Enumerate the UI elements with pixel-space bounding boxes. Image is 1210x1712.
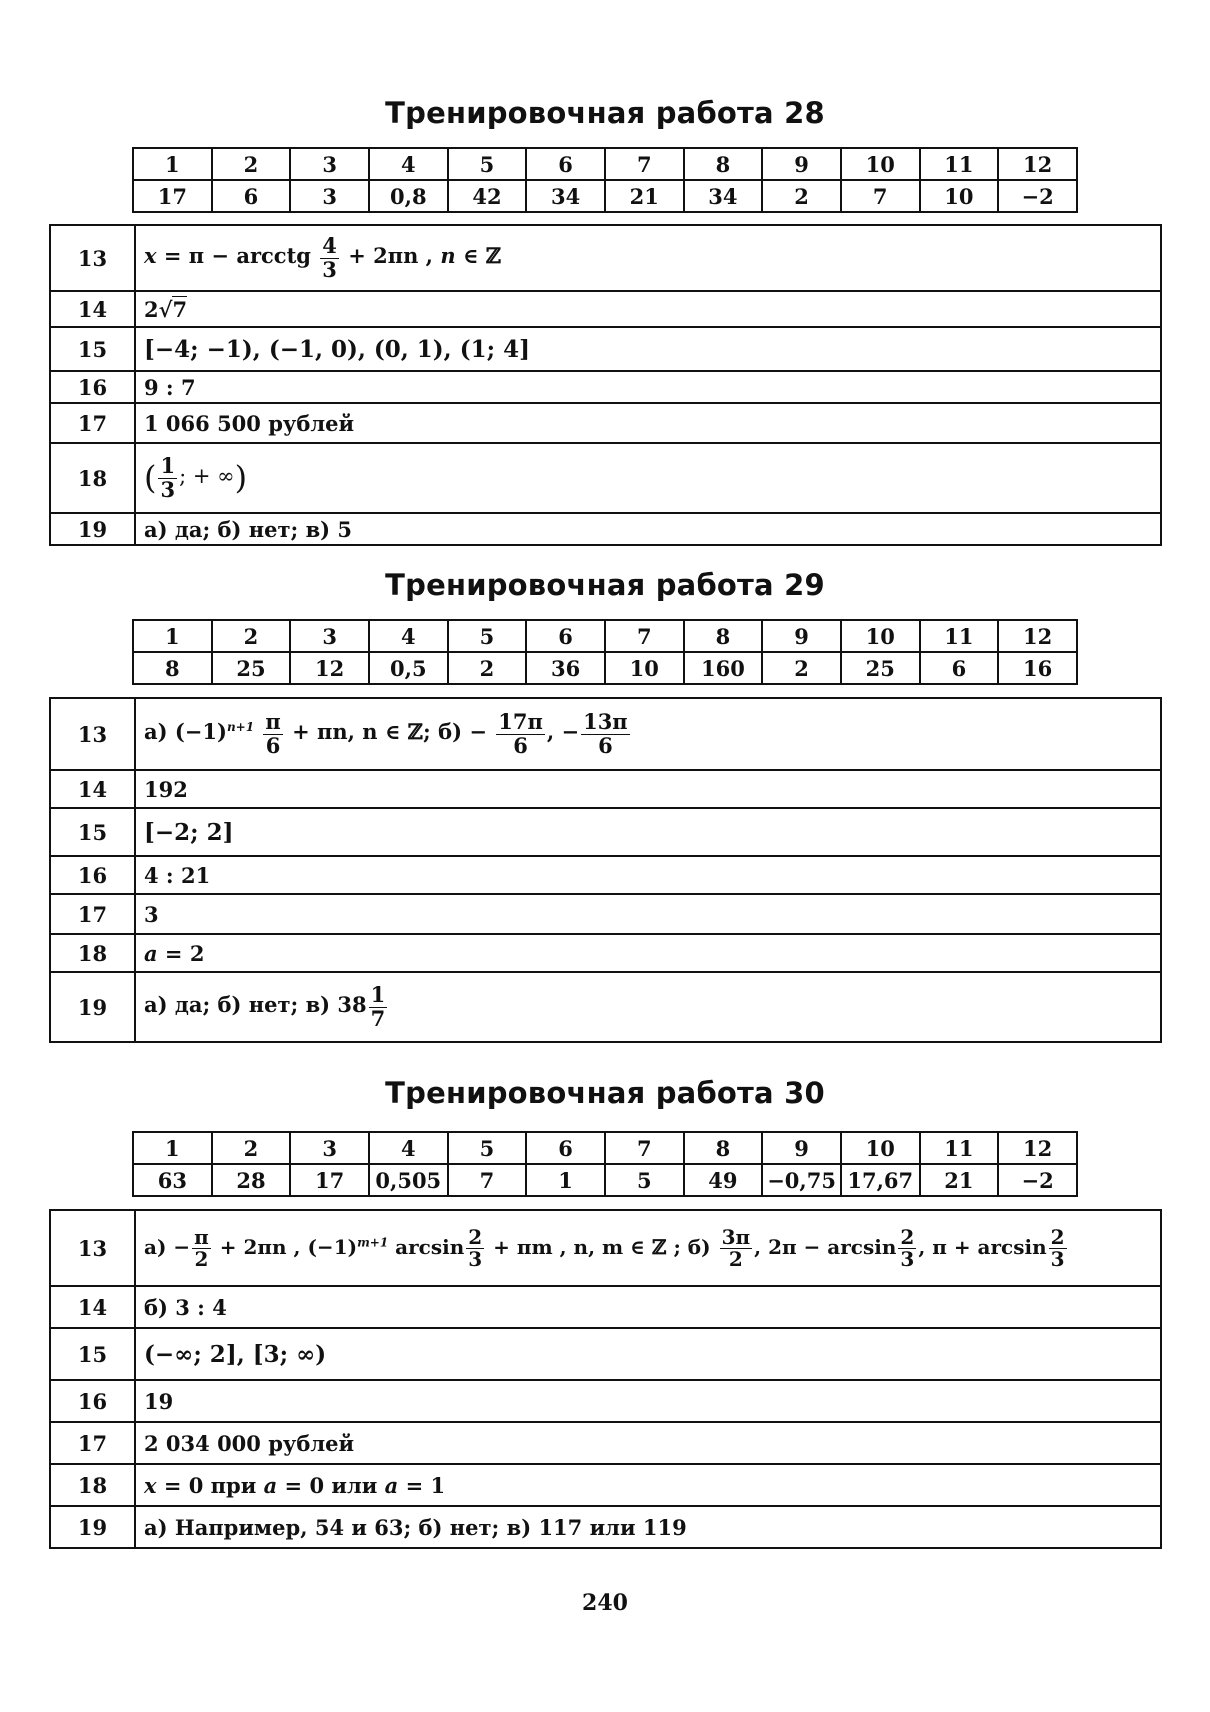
numerator: 4	[322, 233, 337, 259]
task-number: 18	[50, 1464, 135, 1506]
fraction	[720, 1224, 753, 1271]
fraction	[263, 711, 282, 756]
math-text: + πm , n, m ∈ ℤ ; б)	[493, 1234, 711, 1259]
short-answer-row	[133, 652, 1077, 684]
short-answer: 63	[133, 1164, 212, 1196]
short-answer: 12	[290, 652, 369, 684]
section-title-30: Тренировочная работа 30	[385, 1076, 825, 1110]
task-number: 15	[50, 808, 135, 856]
answer-15: [−4; −1), (−1, 0), (0, 1), (1; 4]	[135, 327, 1161, 371]
denominator: 6	[598, 732, 613, 758]
short-answer: 160	[684, 652, 763, 684]
table-row	[50, 934, 1161, 972]
task-number: 8	[684, 620, 763, 652]
table-row	[50, 371, 1161, 403]
short-answer: 28	[212, 1164, 291, 1196]
numerator: 2	[1050, 1224, 1065, 1249]
table-row	[50, 225, 1161, 291]
short-answer-row	[133, 180, 1077, 212]
fraction	[898, 1224, 916, 1271]
task-number: 5	[448, 148, 527, 180]
math-var: a	[263, 1472, 278, 1498]
answer-19	[135, 972, 1161, 1042]
task-number: 7	[605, 620, 684, 652]
denominator: 7	[370, 1005, 386, 1031]
answer-17: 1 066 500 рублей	[135, 403, 1161, 443]
denominator: 3	[1050, 1246, 1065, 1271]
numerator: 2	[468, 1224, 483, 1249]
task-number: 8	[684, 148, 763, 180]
task-number: 14	[50, 291, 135, 327]
answer-14: 192	[135, 770, 1161, 808]
task-number: 18	[50, 934, 135, 972]
answer-13	[135, 1210, 1161, 1286]
table-row	[50, 1210, 1161, 1286]
table-row	[50, 1422, 1161, 1464]
task-number-row	[133, 1132, 1077, 1164]
fraction	[192, 1224, 211, 1271]
short-answer: 2	[448, 652, 527, 684]
task-number-row	[133, 148, 1077, 180]
table-row	[50, 770, 1161, 808]
math-text: = 1	[405, 1472, 446, 1498]
task-number: 11	[920, 620, 999, 652]
short-answer: 25	[212, 652, 291, 684]
short-answer: 10	[920, 180, 999, 212]
math-text: arcsin	[395, 1234, 465, 1259]
answer-19: а) Например, 54 и 63; б) нет; в) 117 или 119	[135, 1506, 1161, 1548]
fraction	[320, 235, 339, 280]
fraction	[466, 1224, 484, 1271]
fraction	[496, 711, 545, 756]
denominator: 3	[468, 1246, 483, 1271]
task-number: 14	[50, 1286, 135, 1328]
answer-16: 19	[135, 1380, 1161, 1422]
task-number: 12	[998, 148, 1077, 180]
short-answer: 17	[290, 1164, 369, 1196]
answer-16: 4 : 21	[135, 856, 1161, 894]
answer-17: 3	[135, 894, 1161, 934]
task-number: 17	[50, 1422, 135, 1464]
task-number: 19	[50, 972, 135, 1042]
answer-16: 9 : 7	[135, 371, 1161, 403]
answer-14	[135, 291, 1161, 327]
task-number: 3	[290, 620, 369, 652]
sqrt-sign: √	[158, 296, 173, 322]
denominator: 6	[265, 732, 281, 758]
table-row	[50, 698, 1161, 770]
short-answer: 0,505	[369, 1164, 448, 1196]
task-number: 7	[605, 148, 684, 180]
math-text: , π + arcsin	[918, 1234, 1047, 1259]
short-answer: 17	[133, 180, 212, 212]
task-number: 12	[998, 1132, 1077, 1164]
math-text: + πn, n ∈ ℤ; б) −	[292, 719, 487, 745]
table-row	[50, 1380, 1161, 1422]
short-answer: 7	[841, 180, 920, 212]
short-answers-table-29	[132, 619, 1078, 685]
task-number: 3	[290, 1132, 369, 1164]
table-row	[50, 443, 1161, 513]
radicand: 7	[172, 296, 188, 322]
task-number: 12	[998, 620, 1077, 652]
task-number: 11	[920, 1132, 999, 1164]
task-number: 4	[369, 148, 448, 180]
task-number: 16	[50, 371, 135, 403]
math-text: = 2	[164, 940, 205, 966]
short-answer: 49	[684, 1164, 763, 1196]
math-var: a	[144, 940, 158, 966]
math-text: 2	[144, 296, 159, 322]
short-answer: 16	[998, 652, 1077, 684]
table-row	[50, 856, 1161, 894]
math-text: ; + ∞	[179, 464, 235, 489]
task-number: 11	[920, 148, 999, 180]
answer-13	[135, 698, 1161, 770]
math-var: n	[440, 243, 456, 269]
short-answers-table-28	[132, 147, 1078, 213]
task-number: 10	[841, 620, 920, 652]
task-number: 14	[50, 770, 135, 808]
table-row	[50, 1328, 1161, 1380]
short-answer: 7	[448, 1164, 527, 1196]
numerator: 1	[160, 453, 176, 479]
math-text: + 2πn , (−1)	[219, 1234, 358, 1259]
task-number: 17	[50, 403, 135, 443]
task-number: 6	[526, 1132, 605, 1164]
answer-15: (−∞; 2], [3; ∞)	[135, 1328, 1161, 1380]
task-number: 9	[762, 148, 841, 180]
short-answer: 10	[605, 652, 684, 684]
long-answers-table-29	[49, 697, 1162, 1043]
math-text: = 0 или	[284, 1472, 378, 1498]
short-answer: 34	[526, 180, 605, 212]
table-row	[50, 1464, 1161, 1506]
numerator: 3π	[721, 1224, 751, 1249]
paren-open: (	[144, 459, 157, 497]
fraction	[369, 984, 388, 1029]
section-title-29: Тренировочная работа 29	[385, 568, 825, 602]
task-number: 2	[212, 148, 291, 180]
table-row	[50, 291, 1161, 327]
section-title-28: Тренировочная работа 28	[385, 96, 825, 130]
short-answer: 21	[605, 180, 684, 212]
answer-15: [−2; 2]	[135, 808, 1161, 856]
task-number: 5	[448, 620, 527, 652]
math-text: , −	[546, 719, 580, 745]
denominator: 2	[194, 1246, 209, 1271]
fraction	[1049, 1224, 1067, 1271]
short-answer: −0,75	[762, 1164, 841, 1196]
short-answer: 42	[448, 180, 527, 212]
task-number: 13	[50, 698, 135, 770]
short-answer: 8	[133, 652, 212, 684]
task-number: 1	[133, 620, 212, 652]
denominator: 3	[900, 1246, 915, 1271]
task-number: 6	[526, 148, 605, 180]
task-number-row	[133, 620, 1077, 652]
answer-18	[135, 443, 1161, 513]
long-answers-table-30	[49, 1209, 1162, 1549]
short-answer: 25	[841, 652, 920, 684]
math-text: + 2πn ,	[348, 243, 433, 269]
page-number: 240	[582, 1590, 628, 1616]
task-number: 16	[50, 1380, 135, 1422]
task-number: 7	[605, 1132, 684, 1164]
answer-13	[135, 225, 1161, 291]
table-row	[50, 1286, 1161, 1328]
task-number: 1	[133, 148, 212, 180]
fraction	[581, 711, 630, 756]
denominator: 6	[513, 732, 528, 758]
task-number: 3	[290, 148, 369, 180]
long-answers-table-28	[49, 224, 1162, 546]
task-number: 16	[50, 856, 135, 894]
table-row	[50, 1506, 1161, 1548]
short-answer: 6	[920, 652, 999, 684]
table-row	[50, 808, 1161, 856]
math-text: ∈ ℤ	[462, 243, 502, 269]
task-number: 15	[50, 327, 135, 371]
numerator: 13π	[583, 709, 628, 735]
task-number: 17	[50, 894, 135, 934]
math-exponent: n+1	[226, 720, 255, 735]
task-number: 4	[369, 1132, 448, 1164]
task-number: 19	[50, 513, 135, 545]
task-number: 15	[50, 1328, 135, 1380]
task-number: 10	[841, 148, 920, 180]
table-row	[50, 972, 1161, 1042]
denominator: 2	[728, 1246, 743, 1271]
math-var: x	[144, 1472, 157, 1498]
math-var: x	[144, 243, 157, 269]
paren-close: )	[234, 459, 248, 497]
numerator: π	[265, 709, 281, 735]
math-text: = π − arcctg	[163, 243, 311, 269]
denominator: 3	[322, 256, 337, 282]
math-text: = 0 при	[163, 1472, 257, 1498]
math-text: а) да; б) нет; в) 38	[144, 992, 367, 1018]
task-number: 13	[50, 225, 135, 291]
short-answer: 36	[526, 652, 605, 684]
short-answer: 5	[605, 1164, 684, 1196]
short-answer: 0,8	[369, 180, 448, 212]
task-number: 13	[50, 1210, 135, 1286]
task-number: 5	[448, 1132, 527, 1164]
short-answers-table-30	[132, 1131, 1078, 1197]
short-answer: 6	[212, 180, 291, 212]
numerator: 2	[900, 1224, 915, 1249]
numerator: π	[194, 1224, 209, 1249]
short-answer-row	[133, 1164, 1077, 1196]
task-number: 10	[841, 1132, 920, 1164]
answer-14: б) 3 : 4	[135, 1286, 1161, 1328]
table-row	[50, 403, 1161, 443]
short-answer: 34	[684, 180, 763, 212]
task-number: 9	[762, 620, 841, 652]
answer-18	[135, 1464, 1161, 1506]
short-answer: 0,5	[369, 652, 448, 684]
short-answer: 2	[762, 180, 841, 212]
fraction	[158, 455, 177, 500]
math-text: а) −	[144, 1234, 191, 1259]
short-answer: 21	[920, 1164, 999, 1196]
task-number: 8	[684, 1132, 763, 1164]
short-answer: 2	[762, 652, 841, 684]
table-row	[50, 327, 1161, 371]
task-number: 6	[526, 620, 605, 652]
math-text: а) (−1)	[144, 719, 227, 745]
math-text: , 2π − arcsin	[754, 1234, 897, 1259]
math-var: a	[384, 1472, 399, 1498]
short-answer: 1	[526, 1164, 605, 1196]
short-answer: 3	[290, 180, 369, 212]
answer-19: а) да; б) нет; в) 5	[135, 513, 1161, 545]
math-exponent: m+1	[357, 1234, 389, 1249]
task-number: 18	[50, 443, 135, 513]
numerator: 1	[370, 982, 386, 1008]
short-answer: −2	[998, 180, 1077, 212]
task-number: 1	[133, 1132, 212, 1164]
table-row	[50, 513, 1161, 545]
task-number: 19	[50, 1506, 135, 1548]
short-answer: 17,67	[841, 1164, 920, 1196]
short-answer: −2	[998, 1164, 1077, 1196]
task-number: 4	[369, 620, 448, 652]
denominator: 3	[160, 476, 176, 502]
task-number: 9	[762, 1132, 841, 1164]
answer-17: 2 034 000 рублей	[135, 1422, 1161, 1464]
task-number: 2	[212, 620, 291, 652]
numerator: 17π	[498, 709, 543, 735]
task-number: 2	[212, 1132, 291, 1164]
table-row	[50, 894, 1161, 934]
answer-18	[135, 934, 1161, 972]
